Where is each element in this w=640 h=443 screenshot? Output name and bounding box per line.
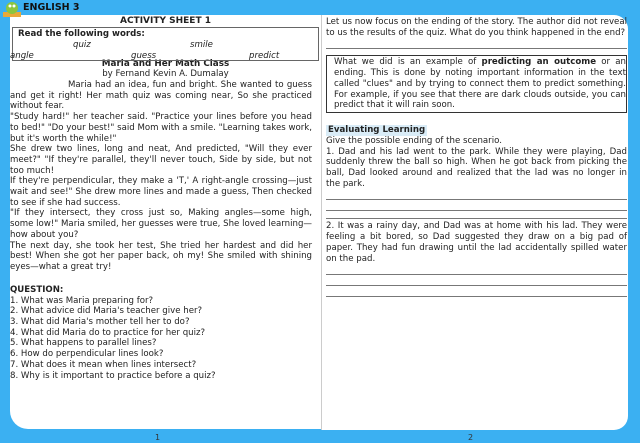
word: smile (190, 40, 213, 50)
definition-box (326, 55, 627, 113)
subject-label: ENGLISH 3 (23, 2, 80, 13)
story-paragraph: The next day, she took her test, She tried her hardest and did her best! When she got her paper back, oh my! She smiled with shining eyes—what a great try! (10, 240, 312, 272)
question-heading: QUESTION: (10, 284, 64, 295)
answer-line[interactable] (326, 275, 627, 286)
story-author: by Fernand Kevin A. Dumalay (102, 69, 229, 79)
word: predict (249, 51, 280, 61)
question-item: 4. What did Maria do to practice for her quiz? (10, 327, 206, 338)
instruction: Give the possible ending of the scenario. (326, 135, 502, 146)
answer-line[interactable] (326, 38, 627, 49)
word: guess (131, 51, 157, 61)
question-item: 7. What does it mean when lines intersect? (10, 359, 197, 370)
evaluating-heading: Evaluating Learning (328, 124, 426, 135)
story-paragraph: Maria had an idea, fun and bright. She wanted to guess and get it right! Her math quiz was coming near, So she practiced without fear. (10, 80, 312, 112)
intro-text: Let us now focus on the ending of the story. The author did not reveal to us the results of the quiz. What do you think happened in the end? (326, 17, 627, 38)
key-term: predicting an outcome (481, 57, 597, 68)
question-item: 6. How do perpendicular lines look? (10, 349, 164, 360)
story-title: Maria and Her Math Class (101, 59, 230, 69)
activity-title: ACTIVITY SHEET 1 (119, 16, 211, 26)
word: angle (10, 51, 34, 61)
page-number: 2 (468, 433, 474, 442)
answer-line[interactable] (326, 264, 627, 275)
question-item: 1. What was Maria preparing for? (10, 295, 154, 306)
story-paragraph: If they're perpendicular, they make a 'T,' A right-angle crossing—just wait and see!" She drew more lines and made a guess, Then checked to see if she had success. (10, 176, 312, 208)
question-item: 3. What did Maria's mother tell her to do? (10, 317, 190, 328)
story-paragraph: "Study hard!" her teacher said. "Practice your lines before you head to bed!" "Do your best!" said Mom with a smile. "Learning takes work, but it's worth the while!" (10, 112, 312, 144)
answer-line[interactable] (326, 286, 627, 297)
scenario-1: 1. Dad and his lad went to the park. While they were playing, Dad suddenly threw the ball so high. When he got back from picking the ball, Dad looked around and realized that the lad was no longer in the park. (326, 146, 627, 189)
story-paragraph: "If they intersect, they cross just so, Making angles—some high, some low!" Maria smiled, her guesses were true, She loved learning—how about you? (10, 208, 312, 240)
scenario-2: 2. It was a rainy day, and Dad was at home with his lad. They were feeling a bit bored, so Dad suggested they draw on a big pad of paper. They had fun drawing until the lad accidentally spilled water on the pad. (326, 221, 627, 264)
question-item: 5. What happens to parallel lines? (10, 338, 157, 349)
words-box (12, 27, 319, 61)
words-heading: Read the following words: (18, 29, 145, 39)
story-paragraph: She drew two lines, long and neat, And predicted, "Will they ever meet?" "If they're parallel, they'll never touch, Side by side, but not too much! (10, 144, 312, 176)
definition-text: or an ending. This is done by noting important information in the text called "clues" and by trying to connect them to predict something. For example, if you see that there are dark clouds outside, you can predict that it will rain soon. (334, 57, 626, 111)
question-list (10, 296, 321, 382)
page-number: 1 (155, 433, 161, 442)
definition-text: What we did is an example of (334, 57, 482, 68)
answer-line[interactable] (326, 189, 627, 200)
word: quiz (73, 40, 91, 50)
question-item: 2. What advice did Maria's teacher give her? (10, 306, 203, 317)
left-content (10, 16, 321, 381)
right-content (326, 17, 627, 297)
question-item: 8. Why is it important to practice before a quiz? (10, 370, 216, 381)
answer-line[interactable] (326, 200, 627, 211)
answer-line[interactable] (326, 211, 627, 219)
